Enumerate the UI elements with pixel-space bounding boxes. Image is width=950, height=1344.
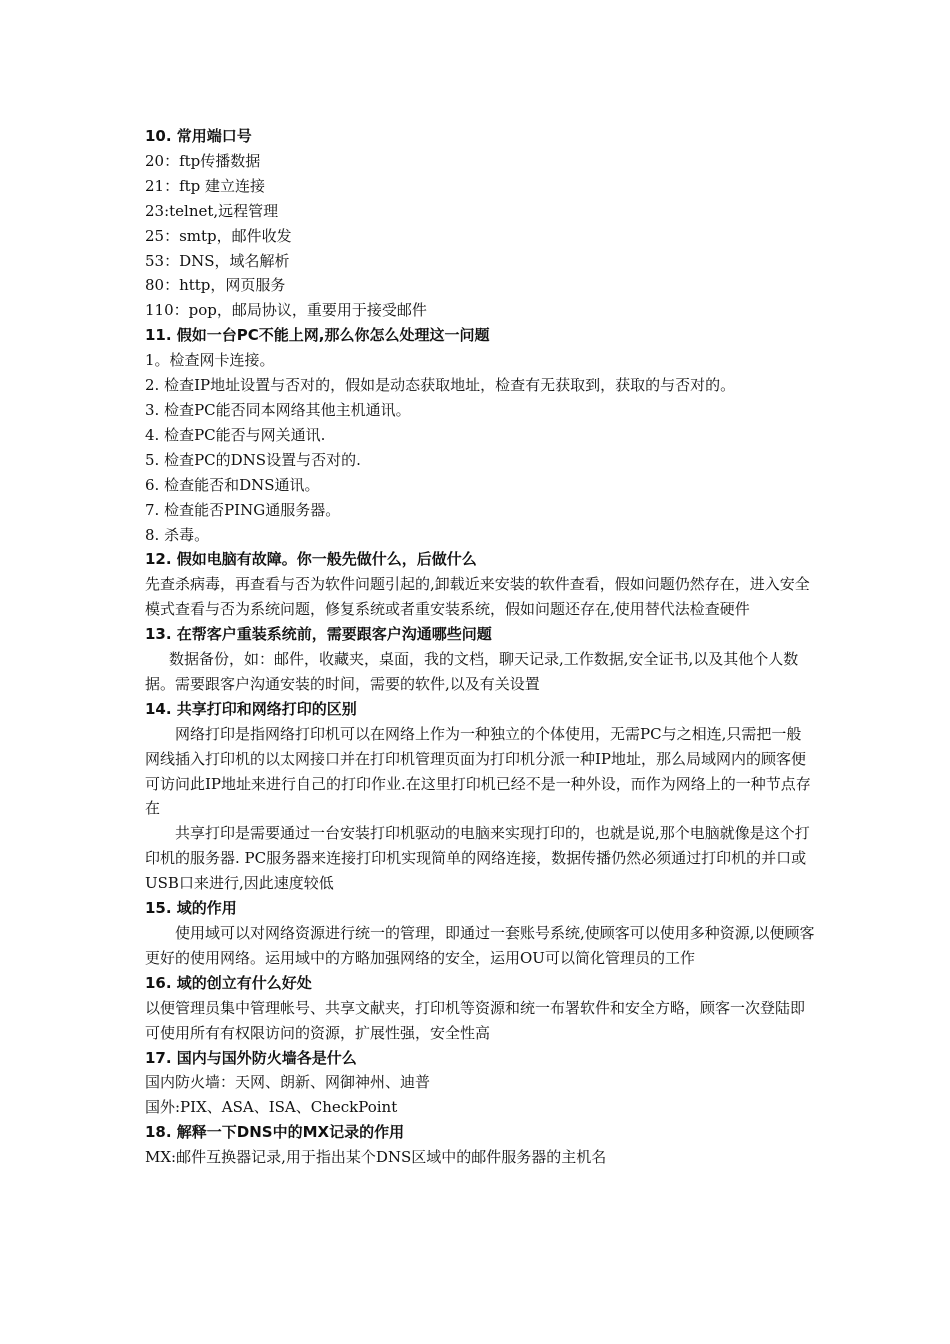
- section-heading: 12. 假如电脑有故障。你一般先做什么，后做什么: [145, 550, 477, 569]
- text-line: 110：pop，邮局协议，重要用于接受邮件: [145, 301, 427, 320]
- paragraph: 先查杀病毒，再查看与否为软件问题引起的,卸载近来安装的软件查看，假如问题仍然存在，进入安全模式查看与否为系统问题，修复系统或者重安装系统，假如问题还存在,使用替代法检查硬件: [145, 575, 810, 619]
- text-line: 25：smtp，邮件收发: [145, 226, 292, 245]
- list-item: 1。检查网卡连接。: [145, 351, 275, 370]
- section-heading: 18. 解释一下DNS中的MX记录的作用: [145, 1123, 405, 1142]
- text-line: 国内防火墙：天网、朗新、网御神州、迪普: [145, 1073, 431, 1092]
- list-item: 5. 检查PC的DNS设置与否对的.: [145, 450, 361, 469]
- list-item: 3. 检查PC能否同本网络其他主机通讯。: [145, 400, 411, 419]
- list-item: 6. 检查能否和DNS通讯。: [145, 475, 320, 494]
- section-heading: 16. 域的创立有什么好处: [145, 973, 312, 992]
- list-item: 8. 杀毒。: [145, 525, 210, 544]
- section-heading: 11. 假如一台PC不能上网,那么你怎么处理这一问题: [145, 326, 490, 345]
- text-line: 21：ftp 建立连接: [145, 176, 266, 195]
- text-line: 53：DNS，域名解析: [145, 251, 290, 270]
- text-line: 80：http，网页服务: [145, 276, 286, 295]
- list-item: 7. 检查能否PING通服务器。: [145, 500, 341, 519]
- paragraph: 共享打印是需要通过一台安装打印机驱动的电脑来实现打印的，也就是说,那个电脑就像是这个打印机的服务器. PC服务器来连接打印机实现简单的网络连接，数据传播仍然必须通过打印机的并口或USB口来进行,因此速度较低: [145, 824, 810, 893]
- section-heading: 15. 域的作用: [145, 899, 237, 918]
- section-heading: 14. 共享打印和网络打印的区别: [145, 699, 357, 718]
- paragraph: 使用域可以对网络资源进行统一的管理，即通过一套账号系统,使顾客可以使用多种资源,以便顾客更好的使用网络。运用域中的方略加强网络的安全，运用OU可以简化管理员的工作: [145, 924, 815, 967]
- paragraph: 网络打印是指网络打印机可以在网络上作为一种独立的个体使用，无需PC与之相连,只需把一般网线插入打印机的以太网接口并在打印机管理页面为打印机分派一种IP地址，那么局域网内的顾客便可访问此IP地址来进行自己的打印作业.在这里打印机已经不是一种外设，而作为网络上的一种节点存在: [145, 724, 811, 818]
- paragraph: 数据备份，如：邮件，收藏夹，桌面，我的文档，聊天记录,工作数据,安全证书,以及其他个人数据。需要跟客户沟通安装的时间，需要的软件,以及有关设置: [145, 650, 799, 693]
- section-heading: 10. 常用端口号: [145, 127, 252, 145]
- text-line: MX:邮件互换器记录,用于指出某个DNS区域中的邮件服务器的主机名: [145, 1148, 607, 1167]
- document-page: [145, 124, 815, 1170]
- paragraph: 以便管理员集中管理帐号、共享文献夹，打印机等资源和统一布署软件和安全方略，顾客一次登陆即可使用所有有权限访问的资源，扩展性强，安全性高: [145, 998, 806, 1042]
- text-line: 国外:PIX、ASA、ISA、CheckPoint: [145, 1098, 398, 1117]
- section-heading: 13. 在帮客户重装系统前，需要跟客户沟通哪些问题: [145, 625, 492, 644]
- text-line: 23:telnet,远程管理: [145, 201, 279, 220]
- text-line: 20：ftp传播数据: [145, 151, 261, 170]
- list-item: 2. 检查IP地址设置与否对的，假如是动态获取地址，检查有无获取到，获取的与否对的。: [145, 376, 736, 395]
- section-heading: 17. 国内与国外防火墙各是什么: [145, 1048, 357, 1067]
- list-item: 4. 检查PC能否与网关通讯.: [145, 425, 326, 444]
